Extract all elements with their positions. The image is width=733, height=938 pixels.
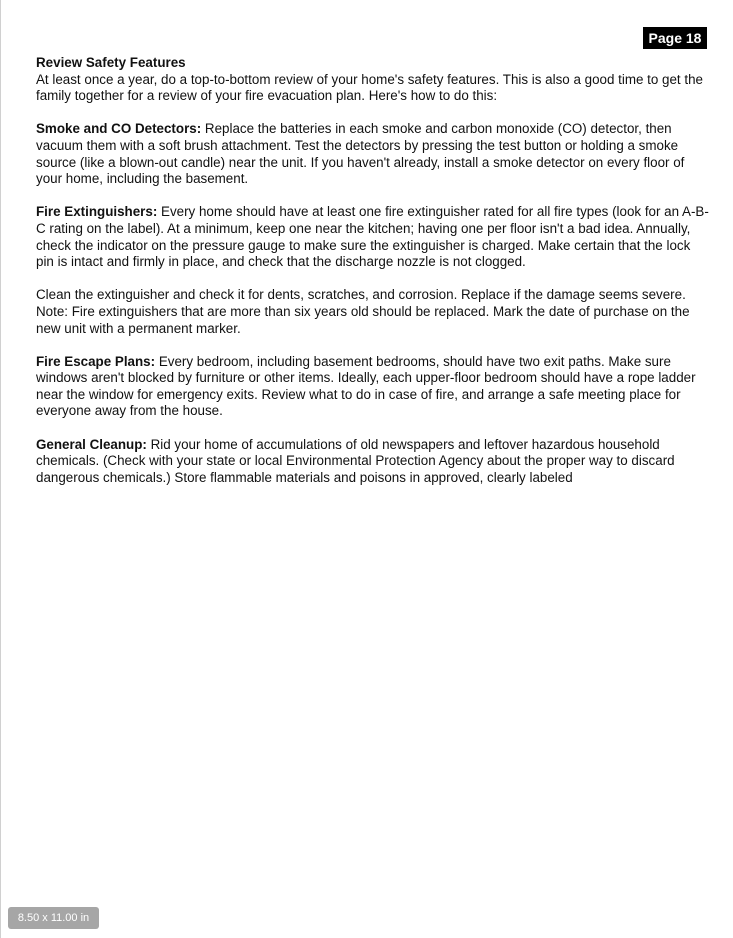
page-size-indicator: 8.50 x 11.00 in bbox=[8, 907, 99, 929]
intro-paragraph bbox=[36, 55, 711, 105]
general-cleanup-paragraph bbox=[36, 437, 711, 487]
general-cleanup-text: Rid your home of accumulations of old newspapers and leftover hazardous household chemicals. (Check with your state or local Environmental Protection Agency about the proper way to discard dangerous chemicals.) Store flammable materials and poisons in approved, clearly labeled bbox=[36, 436, 675, 485]
smoke-detectors-paragraph bbox=[36, 121, 711, 187]
fire-extinguishers-text: Every home should have at least one fire extinguisher rated for all fire types (look for an A-B-C rating on the label). At a minimum, keep one near the kitchen; having one per floor isn't a bad idea. Annually, check the indicator on the pressure gauge to make sure the extinguisher is charged. Make certain that the lock pin is intact and firmly in place, and check that the discharge nozzle is not clogged. bbox=[36, 204, 709, 270]
fire-escape-heading: Fire Escape Plans: bbox=[36, 353, 156, 369]
fire-escape-text: Every bedroom, including basement bedrooms, should have two exit paths. Make sure windows aren't blocked by furniture or other items. Ideally, each upper-floor bedroom should have a rope ladder near the window for emergency exits. Review what to do in case of fire, and arrange a safe meeting place for everyone away from the house. bbox=[36, 353, 696, 419]
page-content bbox=[36, 55, 711, 503]
smoke-detectors-heading: Smoke and CO Detectors: bbox=[36, 121, 202, 137]
fire-extinguishers-heading: Fire Extinguishers: bbox=[36, 204, 158, 220]
extinguisher-cleaning-paragraph bbox=[36, 287, 711, 337]
general-cleanup-heading: General Cleanup: bbox=[36, 436, 147, 452]
fire-extinguishers-paragraph bbox=[36, 204, 711, 270]
intro-text: At least once a year, do a top-to-bottom review of your home's safety features. This is also a good time to get the family together for a review of your fire evacuation plan. Here's how to do this: bbox=[36, 71, 703, 104]
smoke-detectors-text: Replace the batteries in each smoke and carbon monoxide (CO) detector, then vacuum them with a soft brush attachment. Test the detectors by pressing the test button or holding a smoke source (like a blown-out candle) near the unit. If you haven't already, install a smoke detector on every floor of your home, including the basement. bbox=[36, 121, 685, 187]
section-title: Review Safety Features bbox=[36, 55, 186, 70]
extinguisher-cleaning-text: Clean the extinguisher and check it for dents, scratches, and corrosion. Replace if the damage seems severe. Note: Fire extinguishers that are more than six years old should be replaced. Mark the date of purchase on the new unit with a permanent marker. bbox=[36, 287, 690, 336]
page-number-badge: Page 18 bbox=[643, 27, 707, 49]
fire-escape-paragraph bbox=[36, 354, 711, 420]
